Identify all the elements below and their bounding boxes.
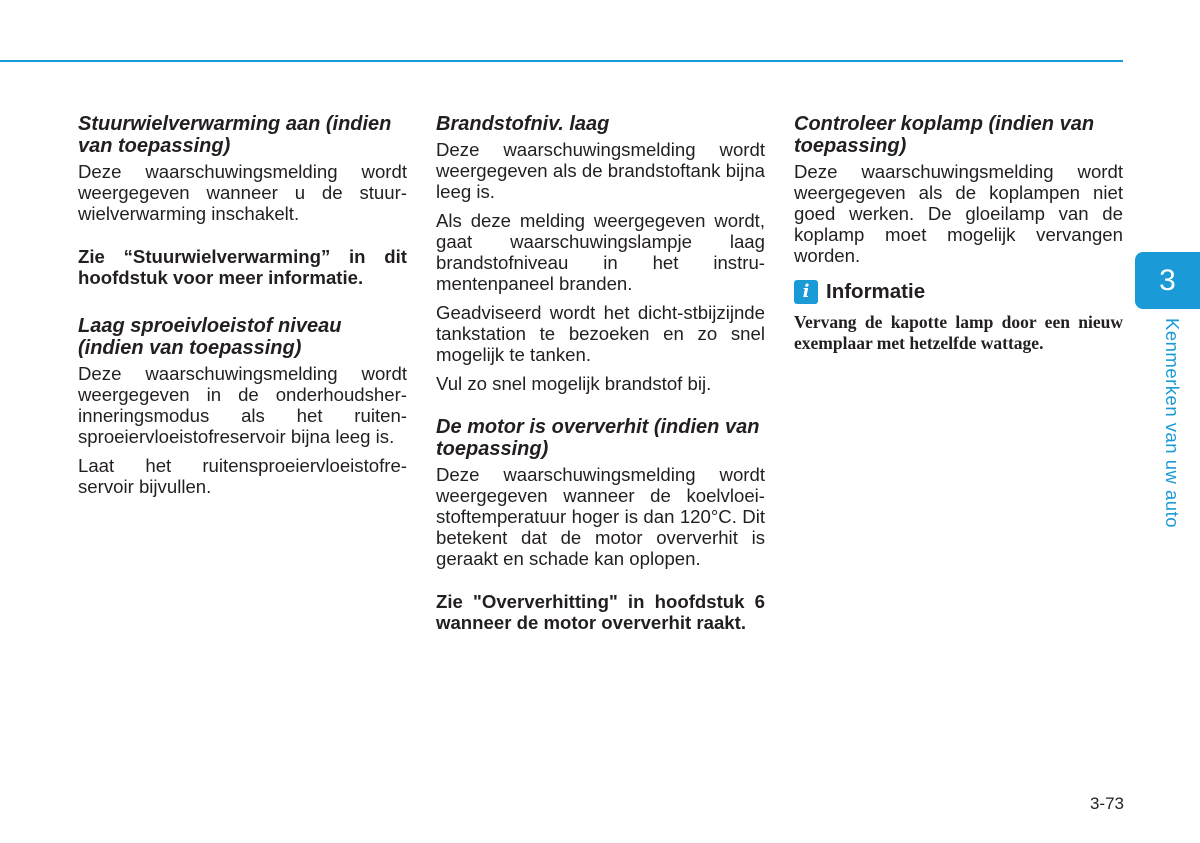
bold-reference: Zie "Oververhitting" in hoofdstuk 6 wanneer de motor oververhit raakt. [436,591,765,633]
info-title: Informatie [826,280,926,303]
bold-reference: Zie “Stuurwielverwarming” in dit hoofdstuk voor meer informatie. [78,246,407,288]
column-left [78,113,407,505]
column-right [794,113,1123,354]
info-icon: i [794,280,818,304]
info-text: Vervang de kapotte lamp door een nieuw exemplaar met hetzelfde wattage. [794,312,1123,353]
paragraph: Deze waarschuwingsmelding wordt weergegeven als de brandstoftank bijna leeg is. [436,139,765,202]
paragraph: Geadviseerd wordt het dicht-stbijzijnde tankstation te bezoeken en zo snel mogelijk te tanken. [436,302,765,365]
section-heading-headlamp: Controleer koplamp (indien van toepassing) [794,113,1095,157]
section-heading-fuel-low: Brandstofniv. laag [436,113,610,135]
column-middle [436,113,765,633]
section-heading-steering-heater: Stuurwielverwarming aan (indien van toepassing) [78,113,392,157]
paragraph: Vul zo snel mogelijk brandstof bij. [436,373,712,394]
top-rule [0,60,1123,62]
paragraph: Deze waarschuwingsmelding wordt weergegeven in de onderhoudsher-inneringsmodus als het ruiten-sproeiervloeistofreservoir bijna leeg is. [78,363,407,447]
paragraph: Deze waarschuwingsmelding wordt weergegeven wanneer de koelvloei-stoftemperatuur hoger is dan 120°C. Dit betekent dat de motor oververhit is geraakt en schade kan oplopen. [436,464,765,569]
chapter-tab [1135,252,1200,309]
info-box-header [794,280,1123,304]
paragraph: Deze waarschuwingsmelding wordt weergegeven wanneer u de stuur-wielverwarming inschakelt. [78,161,407,224]
page-number: 3-73 [1089,794,1124,813]
chapter-title: Kenmerken van uw auto [1162,318,1183,529]
chapter-number: 3 [1159,264,1176,297]
paragraph: Als deze melding weergegeven wordt, gaat waarschuwingslampje laag brandstofniveau in het instru-mentenpaneel branden. [436,210,765,294]
section-heading-washer-fluid: Laag sproeivloeistof niveau (indien van toepassing) [78,315,342,359]
paragraph: Laat het ruitensproeiervloeistofre-servoir bijvullen. [78,455,407,497]
paragraph: Deze waarschuwingsmelding wordt weergegeven als de koplampen niet goed werken. De gloeilamp van de koplamp moet mogelijk vervangen worden. [794,161,1123,266]
section-heading-engine-overheat: De motor is oververhit (indien van toepassing) [436,416,760,460]
